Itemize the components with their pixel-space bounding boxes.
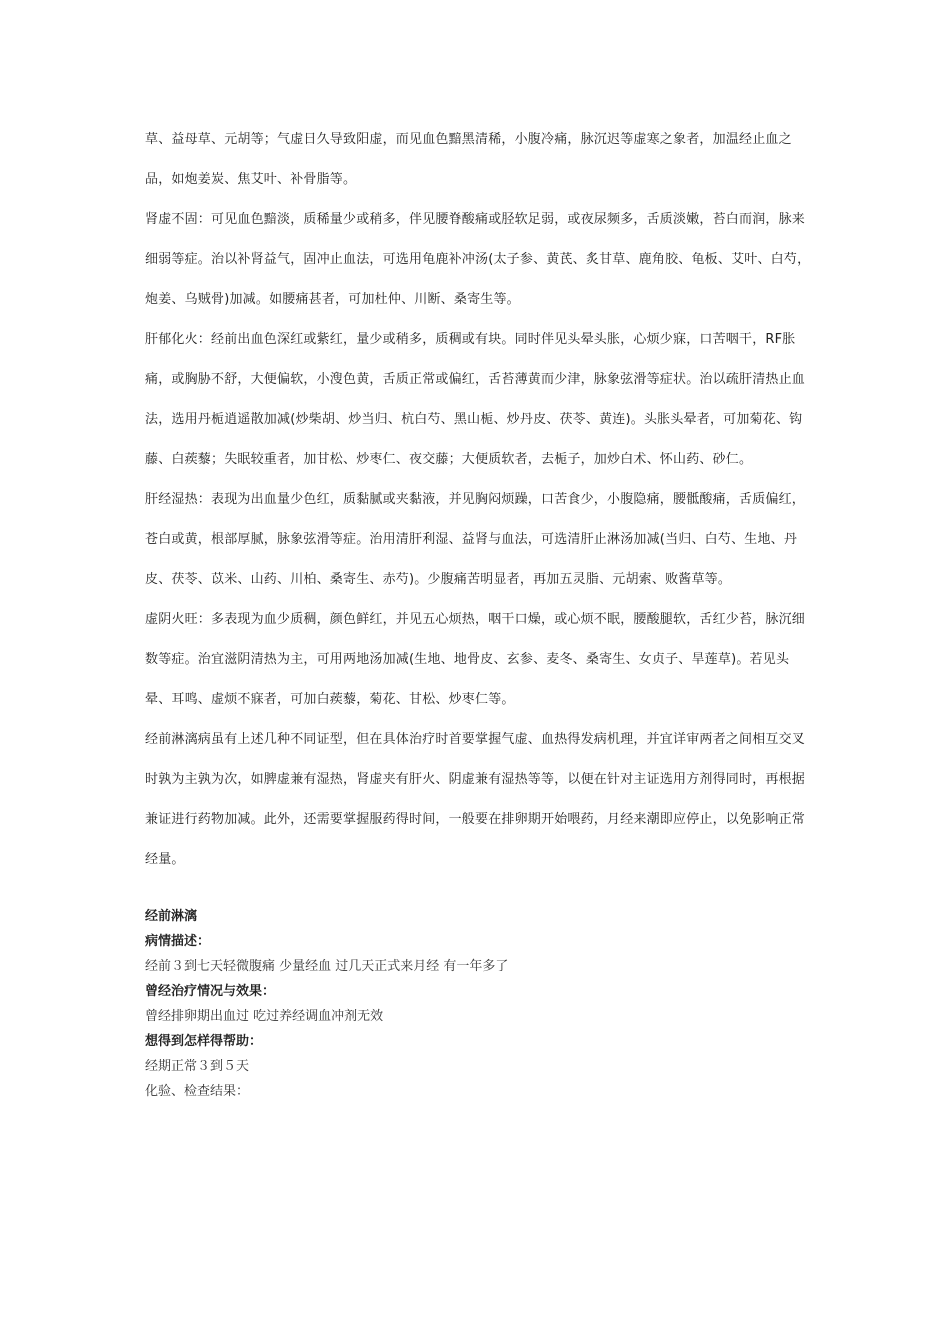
paragraph-summary: 经前淋漓病虽有上述几种不同证型，但在具体治疗时首要掌握气虚、血热得发病机理，并宜详审两者之间相互交叉时孰为主孰为次，如脾虚兼有湿热，肾虚夹有肝火、阴虚兼有湿热等等，以便在针对主证选用方剂得同时，再根据兼证进行药物加减。此外，还需要掌握服药得时间，一般要在排卵期开始喂药，月经来潮即应停止，以免影响正常经量。 bbox=[145, 732, 806, 867]
treatment-label: 曾经治疗情况与效果： bbox=[145, 984, 276, 999]
paragraph-liver-fire: 肝郁化火：经前出血色深红或紫红，量少或稍多，质稠或有块。同时伴见头晕头胀，心烦少寐，口苦咽干，RF胀痛，或胸胁不舒，大便偏软，小溲色黄，舌质正常或偏红，舌苔薄黄而少津，脉象弦滑等症状。治以疏肝清热止血法，选用丹栀逍遥散加减(炒柴胡、炒当归、杭白芍、黑山栀、炒丹皮、茯苓、黄连)。头胀头晕者，可加菊花、钩藤、白蒺藜；失眠较重者，加甘松、炒枣仁、夜交藤；大便质软者，去栀子，加炒白术、怀山药、砂仁。 bbox=[145, 332, 806, 467]
description-label: 病情描述： bbox=[145, 934, 211, 949]
paragraph-herbs-continuation: 草、益母草、元胡等；气虚日久导致阳虚，而见血色黯黑清稀，小腹冷痛，脉沉迟等虚寒之象者，加温经止血之品，如炮姜炭、焦艾叶、补骨脂等。 bbox=[145, 132, 792, 187]
paragraph-liver-damp-heat: 肝经湿热：表现为出血量少色红，质黏腻或夹黏液，并见胸闷烦躁，口苦食少，小腹隐痛，腰骶酸痛，舌质偏红，苍白或黄，根部厚腻，脉象弦滑等症。治用清肝利湿、益肾与血法，可选清肝止淋汤加减(当归、白芍、生地、丹皮、茯苓、苡米、山药、川柏、桑寄生、赤芍)。少腹痛苦明显者，再加五灵脂、元胡索、败酱草等。 bbox=[145, 492, 806, 587]
treatment-value: 曾经排卵期出血过 吃过养经调血冲剂无效 bbox=[145, 1009, 384, 1024]
paragraph-kidney-deficiency: 肾虚不固：可见血色黯淡，质稀量少或稍多，伴见腰脊酸痛或胫软足弱，或夜尿频多，舌质淡嫩，苔白而润，脉来细弱等症。治以补肾益气，固冲止血法，可选用龟鹿补冲汤(太子参、黄芪、炙甘草、鹿角胶、龟板、艾叶、白芍，炮姜、乌贼骨)加减。如腰痛甚者，可加杜仲、川断、桑寄生等。 bbox=[145, 212, 811, 307]
case-title: 经前淋漓 bbox=[145, 909, 198, 924]
help-value: 经期正常３到５天 bbox=[145, 1059, 250, 1074]
lab-results-label: 化验、检查结果： bbox=[145, 1084, 250, 1099]
help-label: 想得到怎样得帮助： bbox=[145, 1034, 263, 1049]
paragraph-yin-deficiency: 虚阴火旺：多表现为血少质稠，颜色鲜红，并见五心烦热，咽干口燥，或心烦不眠，腰酸腿软，舌红少苔，脉沉细数等症。治宜滋阴清热为主，可用两地汤加减(生地、地骨皮、玄参、麦冬、桑寄生、女贞子、旱莲草)。若见头晕、耳鸣、虚烦不寐者，可加白蒺藜，菊花、甘松、炒枣仁等。 bbox=[145, 612, 806, 707]
case-qa-section bbox=[145, 904, 815, 1104]
document-page bbox=[145, 120, 815, 1104]
description-value: 经前３到七天轻微腹痛 少量经血 过几天正式来月经 有一年多了 bbox=[145, 959, 509, 974]
